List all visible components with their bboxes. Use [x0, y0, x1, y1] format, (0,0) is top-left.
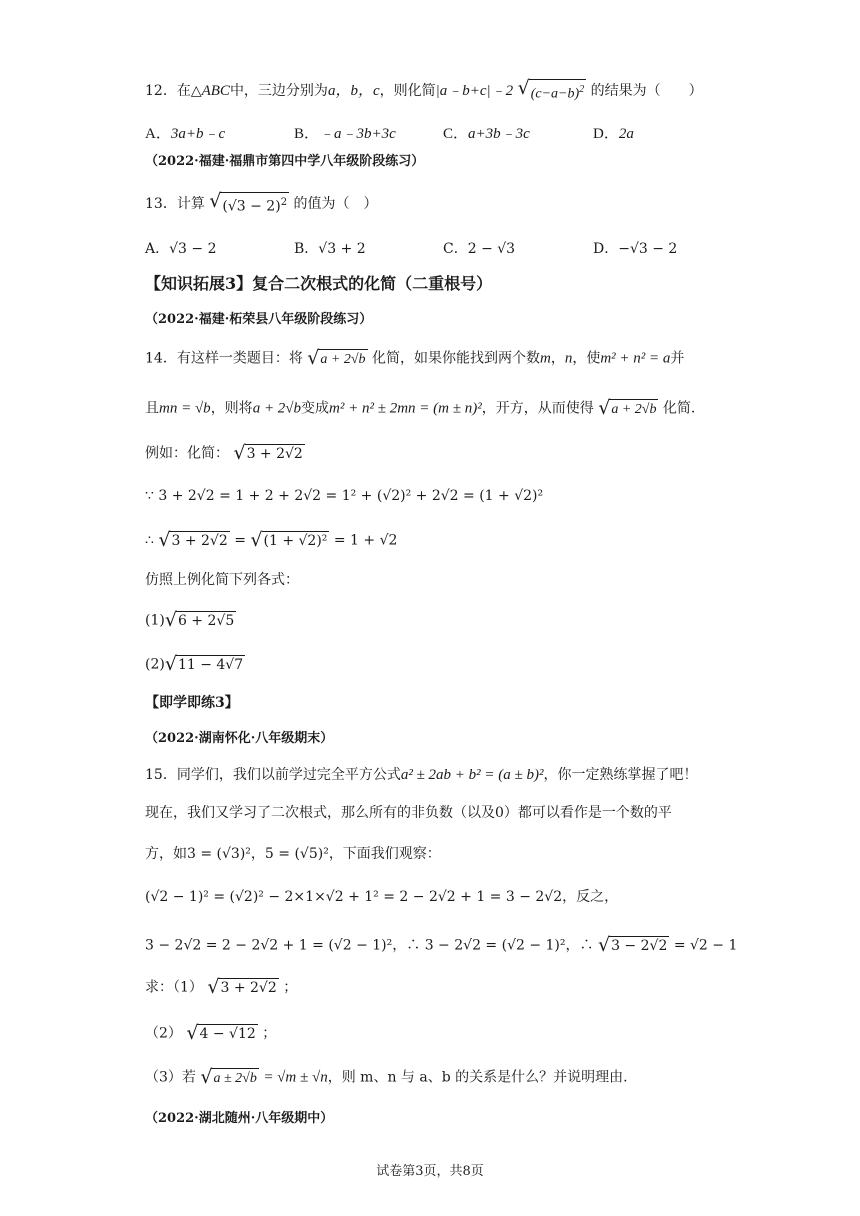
q15-ask-2: （2） √ 4 − √12 ；	[145, 1022, 277, 1044]
section-heading-3: 【知识拓展3】复合二次根式的化简（二重根号）	[145, 274, 493, 293]
q14-part-1: (1) √ 6 + 2√5	[145, 609, 235, 631]
q12-stem	[145, 79, 703, 103]
q14-part2-radical: √ 11 − 4√7	[164, 653, 244, 675]
q15-line-1: 15．同学们，我们以前学过完全平方公式a² ± 2ab + b² = (a ± b)²，你一定熟练掌握了吧！	[145, 767, 698, 783]
q12-option-d: D．2a	[593, 126, 634, 142]
q12-abs-expr: |a﹣b+c|﹣2	[435, 82, 514, 99]
q14-therefore-rad1: √ 3 + 2√2	[158, 529, 228, 551]
q13-option-b: B．√3 + 2	[294, 241, 366, 257]
q15-line-2: 现在，我们又学习了二次根式，那么所有的非负数（以及0）都可以看作是一个数的平	[145, 805, 672, 821]
q15-ask1-radical: √ 3 + 2√2	[207, 976, 277, 998]
q12-triangle: ABC	[201, 82, 230, 99]
q12-option-b: B．﹣a﹣3b+3c	[294, 126, 396, 142]
source-4: （2022·湖北随州·八年级期中）	[145, 1111, 334, 1126]
q14-radical-a2b-2: √ a + 2√b	[598, 397, 657, 419]
q15-line-5: 3 − 2√2 = 2 − 2√2 + 1 = (√2 − 1)²，∴ 3 − 2√2 = (√2 − 1)²，∴ √ 3 − 2√2 = √2 − 1	[145, 934, 738, 956]
q14-radical-a2b: √ a + 2√b	[307, 347, 366, 369]
q12-mid: 中，三边分别为	[229, 82, 328, 99]
q14-part1-radical: √ 6 + 2√5	[164, 609, 235, 631]
q14-example: 例如：化简： √ 3 + 2√2	[145, 442, 303, 464]
q14-because: ∵ 3 + 2√2 = 1 + 2 + 2√2 = 1² + (√2)² + 2√2 = (1 + √2)²	[145, 488, 544, 504]
q12-tail: 的结果为（ ）	[590, 82, 703, 99]
q14-line-1: 14．有这样一类题目：将 √ a + 2√b 化简，如果你能找到两个数m，n，使m² + n² = a并	[145, 347, 685, 369]
q13-option-d: D．−√3 − 2	[593, 241, 678, 257]
page-footer: 试卷第3页，共8页	[376, 1164, 484, 1179]
q14-therefore-rad2: √ (1 + √2)²	[250, 529, 328, 551]
q13-radical: √ $(√3 - 2)^2$	[209, 190, 288, 215]
q13-option-c: C．2 − √3	[443, 241, 516, 257]
q15-ask-1: 求：（1） √ 3 + 2√2 ；	[145, 976, 298, 998]
q15-line5-radical: √ 3 − 2√2	[597, 934, 668, 956]
source-2: （2022·福建·柘荣县八年级阶段练习）	[145, 312, 373, 327]
q15-ask3-radical: √ a ± 2√b	[200, 1066, 257, 1088]
q15-line-4: (√2 − 1)² = (√2)² − 2×1×√2 + 1² = 2 − 2√2 + 1 = 3 − 2√2，反之，	[145, 889, 619, 905]
practice-heading-3: 【即学即练3】	[145, 695, 239, 711]
q15-ask2-radical: √ 4 − √12	[186, 1022, 256, 1044]
q13-stem: 13．计算 √ $(√3 - 2)^2$ 的值为（ ）	[145, 190, 378, 215]
q12-option-c: C．a+3b﹣3c	[443, 126, 530, 142]
q14-imitate: 仿照上例化简下列各式：	[145, 572, 299, 588]
q12-radical: √ $(c-a-b)^2$	[517, 77, 585, 102]
q15-ask-3: （3）若 √ a ± 2√b = √m ± √n，则 m、n 与 a、b 的关系是什么？并说明理由.	[145, 1066, 628, 1088]
q14-line-2: 且mn = √b，则将a + 2√b变成m² + n² ± 2mn = (m ± n)²，开方，从而使得 √ a + 2√b 化简.	[145, 397, 696, 419]
q12-prefix: 12．在△	[145, 82, 202, 99]
q15-line-3: 方，如3 = (√3)²，5 = (√5)²，下面我们观察：	[145, 846, 441, 862]
source-3: （2022·湖南怀化·八年级期末）	[145, 731, 334, 746]
source-1: （2022·福建·福鼎市第四中学八年级阶段练习）	[145, 154, 425, 169]
q14-therefore: ∴ √ 3 + 2√2 = √ (1 + √2)² = 1 + √2	[145, 529, 398, 551]
q12-vars: a，b，c	[327, 82, 380, 99]
q12-post: ，则化简	[379, 82, 436, 99]
q12-option-a: A．3a+b﹣c	[145, 126, 226, 142]
q14-part-2: (2) √ 11 − 4√7	[145, 653, 244, 675]
q14-example-radical: √ 3 + 2√2	[233, 442, 303, 464]
q13-option-a: A．√3 − 2	[145, 241, 217, 257]
